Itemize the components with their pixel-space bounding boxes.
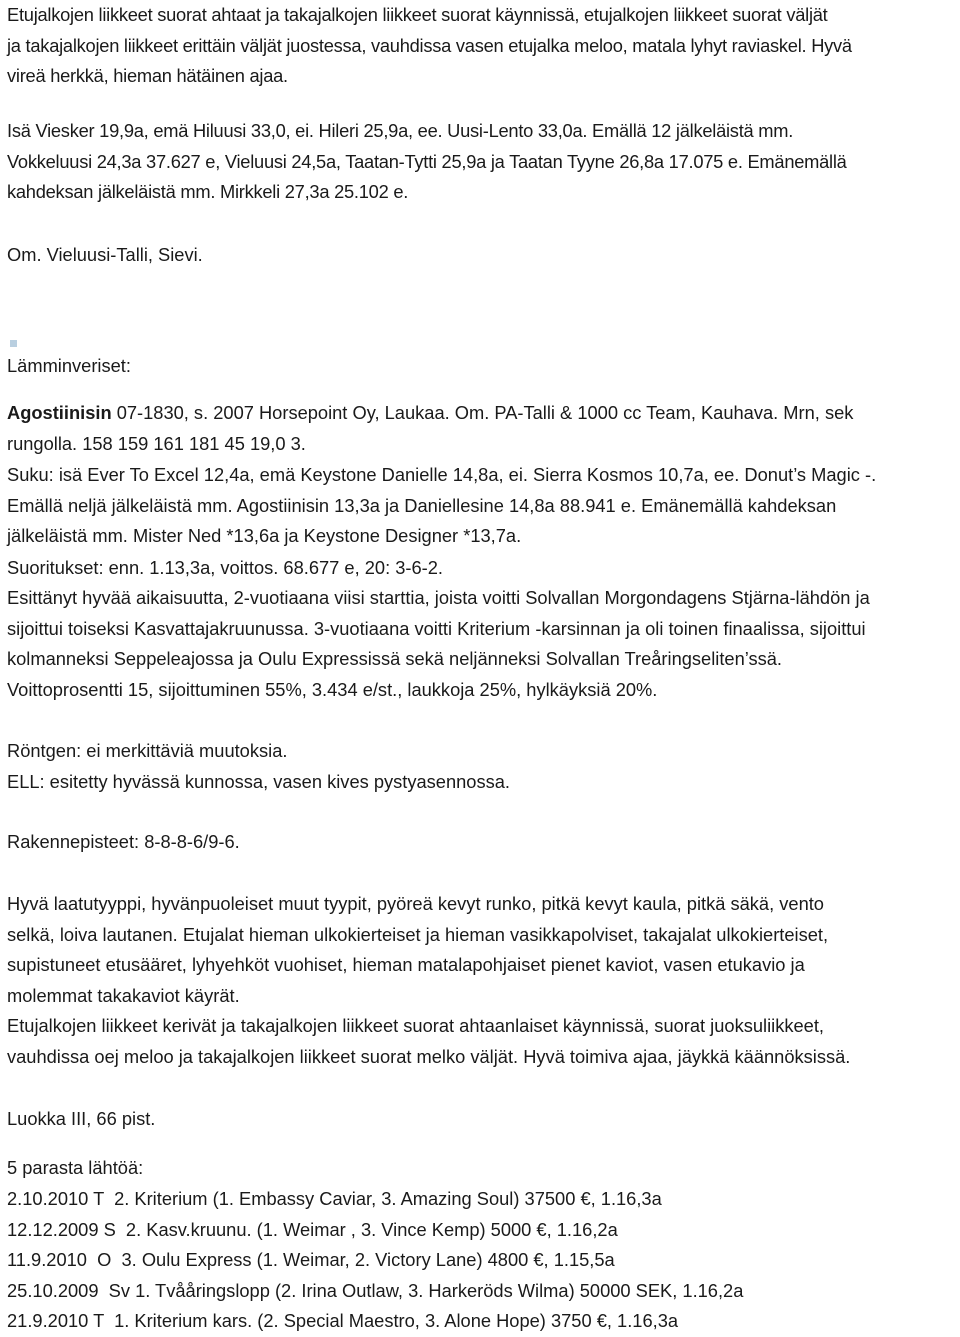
text-line: Suku: isä Ever To Excel 12,4a, emä Keystone Danielle 14,8a, ei. Sierra Kosmos 10,7a, ee. Donut’s Magic -. xyxy=(7,464,877,485)
bullet-marker xyxy=(10,340,17,347)
text-line: molemmat takakaviot käyrät. xyxy=(7,984,240,1006)
best-starts-list xyxy=(7,1184,952,1337)
owner-line: Om. Vieluusi-Talli, Sievi. xyxy=(7,244,203,265)
text-line: ja takajalkojen liikkeet erittäin väljät juostessa, vauhdissa vasen etujalka meloo, matala lyhyt raviaskel. Hyvä xyxy=(7,34,852,56)
text-line: selkä, loiva lautanen. Etujalat hieman ulkokierteiset ja hieman vasikkapolviset, takajalat ulkokierteiset, xyxy=(7,923,829,945)
text-line: kolmanneksi Seppeleajossa ja Oulu Expressissä sekä neljänneksi Solvallan Treåringseliten’ssä. xyxy=(7,648,783,669)
horse-header xyxy=(7,398,952,459)
career-paragraph xyxy=(7,583,952,705)
text-line: Esittänyt hyvää aikaisuutta, 2-vuotiaana viisi starttia, joista voitti Solvallan Morgondagens Stjärna-lähdön ja xyxy=(7,587,870,608)
conformation-paragraph xyxy=(7,889,952,1011)
text-line: Voittoprosentti 15, sijoittuminen 55%, 3.434 e/st., laukkoja 25%, hylkäyksiä 20%. xyxy=(7,678,658,700)
list-item: 25.10.2009 Sv 1. Tvååringslopp (2. Irina Outlaw, 3. Harkeröds Wilma) 50000 SEK, 1.16,2a xyxy=(7,1279,744,1301)
family-paragraph xyxy=(7,460,952,552)
text-line: kahdeksan jälkeläistä mm. Mirkkeli 27,3a 25.102 e. xyxy=(7,181,409,202)
movement-paragraph xyxy=(7,1011,952,1072)
text-line: vauhdissa oej meloo ja takajalkojen liikkeet suorat melko väljät. Hyvä toimiva ajaa, jäykkä käännöksissä. xyxy=(7,1045,851,1067)
horse-name: Agostiinisin xyxy=(7,402,112,423)
text-line: Etujalkojen liikkeet kerivät ja takajalkojen liikkeet suorat ahtaanlaiset käynnissä, suorat juoksuliikkeet, xyxy=(7,1015,824,1036)
results-line: Suoritukset: enn. 1.13,3a, voittos. 68.677 e, 20: 3-6-2. xyxy=(7,557,443,578)
list-item: 11.9.2010 O 3. Oulu Express (1. Weimar, 2. Victory Lane) 4800 €, 1.15,5a xyxy=(7,1249,615,1270)
text-line: jälkeläistä mm. Mister Ned *13,6a ja Keystone Designer *13,7a. xyxy=(7,525,522,546)
text-line: sijoittui toiseksi Kasvattajakruunussa. 3-vuotiaana voitti Kriterium -karsinnan ja oli toinen finaalissa, sijoittui xyxy=(7,617,866,639)
list-item: 2.10.2010 T 2. Kriterium (1. Embassy Caviar, 3. Amazing Soul) 37500 €, 1.16,3a xyxy=(7,1188,662,1209)
text-line: supistuneet etusääret, lyhyehköt vuohiset, hieman matalapohjaiset pienet kaviot, vasen etukavio ja xyxy=(7,954,805,975)
structure-points: Rakennepisteet: 8-8-8-6/9-6. xyxy=(7,831,240,852)
ell-line: ELL: esitetty hyvässä kunnossa, vasen kives pystyasennossa. xyxy=(7,771,511,792)
text-line: Isä Viesker 19,9a, emä Hiluusi 33,0, ei. Hileri 25,9a, ee. Uusi-Lento 33,0a. Emällä 12 jälkeläistä mm. xyxy=(7,120,794,141)
text-line: Emällä neljä jälkeläistä mm. Agostiinisin 13,3a ja Daniellesine 14,8a 88.941 e. Emänemällä kahdeksan xyxy=(7,494,837,516)
text-line: vireä herkkä, hieman hätäinen ajaa. xyxy=(7,65,288,86)
text-line: Vokkeluusi 24,3a 37.627 e, Vieluusi 24,5a, Taatan-Tytti 25,9a ja Taatan Tyyne 26,8a 17.075 e. Emänemällä xyxy=(7,150,847,172)
text-line: rungolla. 158 159 161 181 45 19,0 3. xyxy=(7,432,306,454)
list-item: 21.9.2010 T 1. Kriterium kars. (2. Special Maestro, 3. Alone Hope) 3750 €, 1.16,3a xyxy=(7,1310,679,1331)
best-starts-heading: 5 parasta lähtöä: xyxy=(7,1157,144,1178)
section-heading: Lämminveriset: xyxy=(7,355,131,376)
class-line: Luokka III, 66 pist. xyxy=(7,1108,156,1129)
xray-line: Röntgen: ei merkittäviä muutoksia. xyxy=(7,740,288,761)
horse-header-details: 07-1830, s. 2007 Horsepoint Oy, Laukaa. Om. PA-Talli & 1000 cc Team, Kauhava. Mrn, sek xyxy=(111,402,854,423)
text-line: Hyvä laatutyyppi, hyvänpuoleiset muut tyypit, pyöreä kevyt runko, pitkä kevyt kaula, pitkä säkä, vento xyxy=(7,893,824,914)
list-item: 12.12.2009 S 2. Kasv.kruunu. (1. Weimar , 3. Vince Kemp) 5000 €, 1.16,2a xyxy=(7,1218,618,1240)
text-line: Etujalkojen liikkeet suorat ahtaat ja takajalkojen liikkeet suorat käynnissä, etujalkojen liikkeet suorat väljät xyxy=(7,4,828,25)
pedigree-paragraph xyxy=(7,116,952,208)
intro-paragraph xyxy=(7,0,952,92)
